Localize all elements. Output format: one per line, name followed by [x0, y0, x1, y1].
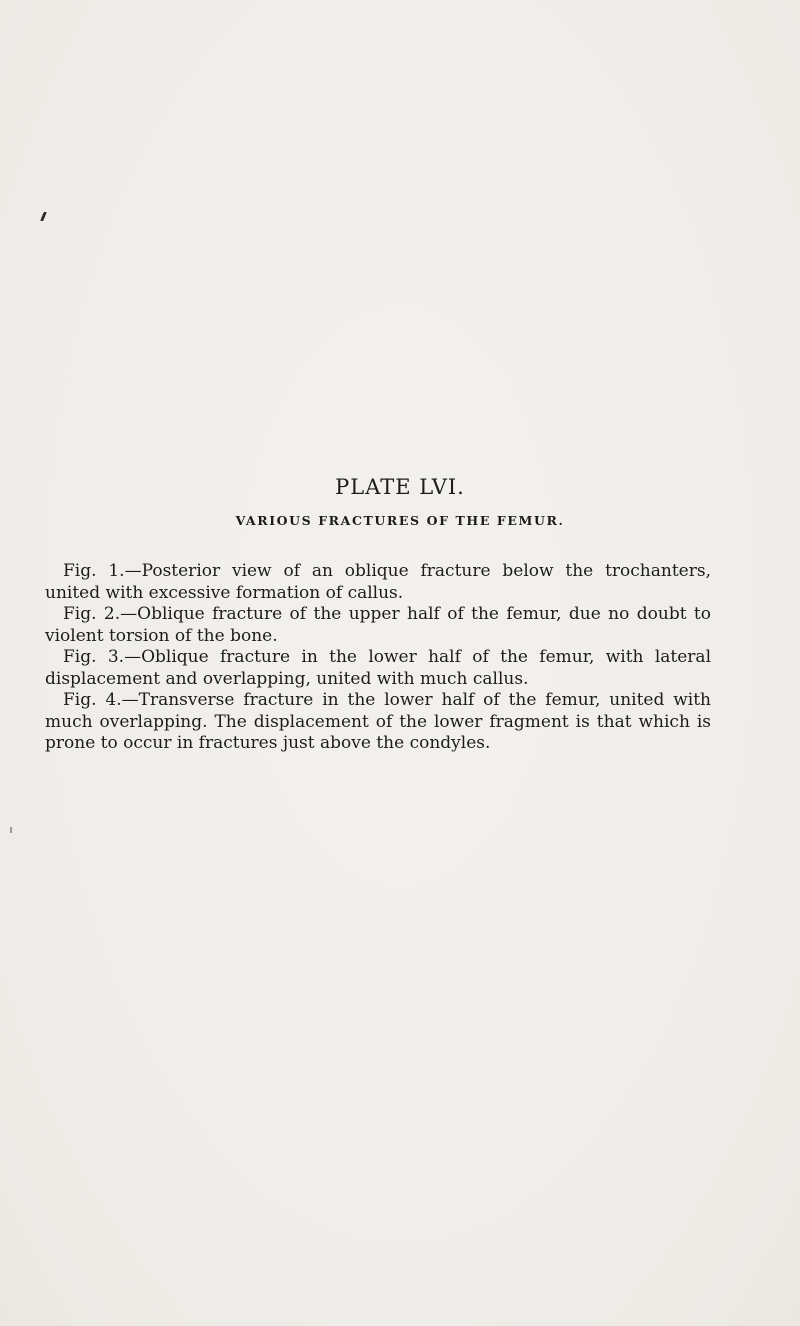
ink-speck — [10, 827, 12, 833]
figure-caption-1: Fig. 1.—Posterior view of an oblique fracture below the trochanters, united with excessive formation of callus. — [45, 561, 711, 603]
plate-title: PLATE LVI. — [335, 475, 465, 499]
figure-caption-2: Fig. 2.—Oblique fracture of the upper half of the femur, due no doubt to violent torsion of the bone. — [45, 604, 711, 646]
ink-mark — [40, 212, 47, 221]
plate-subtitle: VARIOUS FRACTURES OF THE FEMUR. — [235, 513, 565, 528]
figure-captions — [45, 561, 711, 755]
figure-caption-3: Fig. 3.—Oblique fracture in the lower half of the femur, with lateral displacement and overlapping, united with much callus. — [45, 647, 711, 689]
figure-caption-4: Fig. 4.—Transverse fracture in the lower half of the femur, united with much overlapping. The displacement of the lower fragment is that which is prone to occur in fractures just above the condyles. — [45, 690, 711, 753]
